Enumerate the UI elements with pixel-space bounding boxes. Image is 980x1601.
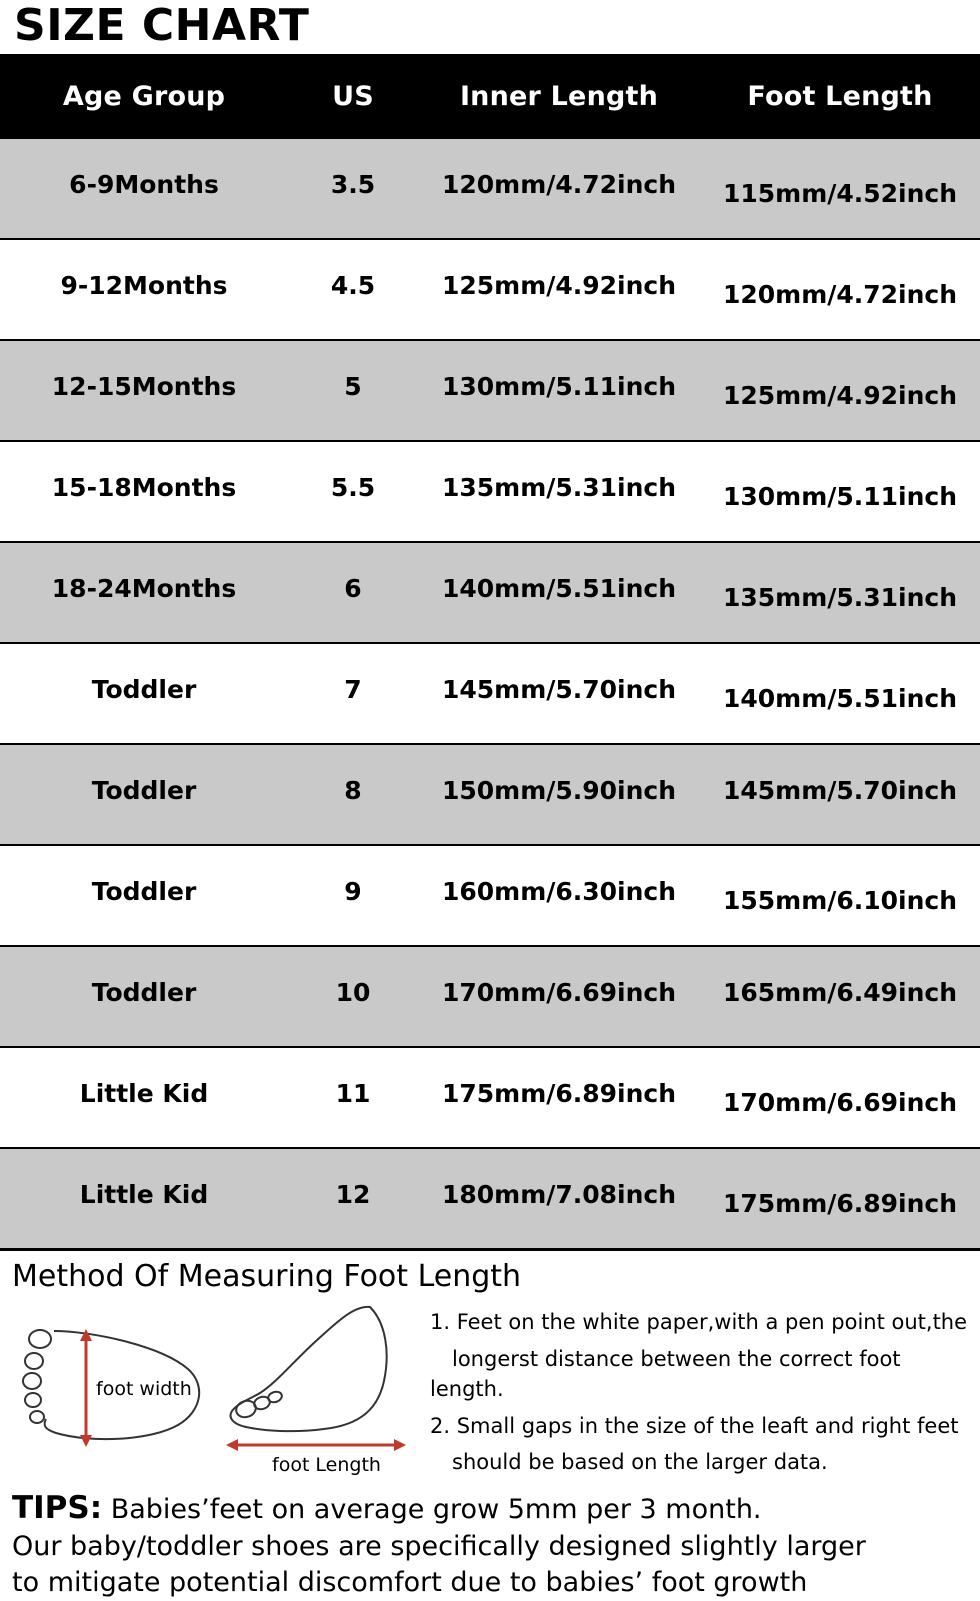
cell-inner-length: 180mm/7.08inch (418, 1148, 700, 1250)
cell-age-group: Toddler (0, 643, 288, 744)
cell-age-group: 18-24Months (0, 542, 288, 643)
cell-age-group: Toddler (0, 845, 288, 946)
cell-foot-length: 175mm/6.89inch (700, 1148, 980, 1250)
tips-line-2: Our baby/toddler shoes are specifically designed slightly larger (12, 1530, 866, 1562)
cell-us: 12 (288, 1148, 418, 1250)
table-row (0, 239, 980, 340)
cell-inner-length: 160mm/6.30inch (418, 845, 700, 946)
cell-age-group: Little Kid (0, 1047, 288, 1148)
cell-age-group: Little Kid (0, 1148, 288, 1250)
table-row (0, 643, 980, 744)
page-title: SIZE CHART (14, 0, 310, 51)
size-chart-table (0, 54, 980, 1251)
tips-section (0, 1484, 980, 1601)
method-section-title: Method Of Measuring Foot Length (12, 1259, 522, 1295)
cell-foot-length: 115mm/4.52inch (700, 139, 980, 239)
cell-us: 5 (288, 340, 418, 441)
foot-width-diagram (10, 1307, 220, 1477)
column-header-us: US (288, 54, 418, 139)
cell-age-group: 9-12Months (0, 239, 288, 340)
cell-age-group: 6-9Months (0, 139, 288, 239)
foot-length-label: foot Length (272, 1454, 381, 1477)
cell-inner-length: 170mm/6.69inch (418, 946, 700, 1047)
cell-inner-length: 145mm/5.70inch (418, 643, 700, 744)
cell-age-group: 12-15Months (0, 340, 288, 441)
cell-us: 3.5 (288, 139, 418, 239)
column-header-inner-length: Inner Length (418, 54, 700, 139)
cell-us: 8 (288, 744, 418, 845)
cell-foot-length: 140mm/5.51inch (700, 643, 980, 744)
foot-width-label: foot width (96, 1378, 192, 1401)
cell-age-group: Toddler (0, 946, 288, 1047)
tips-line-1 (12, 1488, 972, 1529)
table-header (0, 54, 980, 139)
cell-foot-length: 125mm/4.92inch (700, 340, 980, 441)
cell-inner-length: 120mm/4.72inch (418, 139, 700, 239)
foot-side-icon (220, 1297, 420, 1477)
table-row (0, 1047, 980, 1148)
instruction-line-4: should be based on the larger data. (452, 1450, 828, 1475)
instruction-line-3: 2. Small gaps in the size of the leaft and right feet (430, 1413, 959, 1438)
table-body (0, 139, 980, 1250)
cell-us: 11 (288, 1047, 418, 1148)
cell-age-group: 15-18Months (0, 441, 288, 542)
instruction-line-1: 1. Feet on the white paper,with a pen point out,the (430, 1310, 968, 1335)
cell-us: 4.5 (288, 239, 418, 340)
cell-foot-length: 120mm/4.72inch (700, 239, 980, 340)
table-row (0, 542, 980, 643)
foot-diagrams (10, 1297, 430, 1477)
cell-foot-length: 165mm/6.49inch (700, 946, 980, 1047)
cell-inner-length: 140mm/5.51inch (418, 542, 700, 643)
table-row (0, 744, 980, 845)
cell-us: 10 (288, 946, 418, 1047)
measuring-instructions (430, 1297, 974, 1483)
table-row (0, 340, 980, 441)
foot-width-icon (10, 1307, 220, 1477)
cell-age-group: Toddler (0, 744, 288, 845)
tips-label: TIPS: (12, 1489, 103, 1526)
table-row (0, 845, 980, 946)
cell-foot-length: 135mm/5.31inch (700, 542, 980, 643)
table-row (0, 139, 980, 239)
cell-inner-length: 175mm/6.89inch (418, 1047, 700, 1148)
table-header-row (0, 54, 980, 139)
cell-foot-length: 170mm/6.69inch (700, 1047, 980, 1148)
instruction-line-2: longerst distance between the correct foot length. (430, 1346, 901, 1402)
cell-us: 6 (288, 542, 418, 643)
cell-us: 9 (288, 845, 418, 946)
column-header-age-group: Age Group (0, 54, 288, 139)
cell-foot-length: 155mm/6.10inch (700, 845, 980, 946)
cell-inner-length: 150mm/5.90inch (418, 744, 700, 845)
method-section (0, 1297, 980, 1483)
tips-text-1: Babies’feet on average grow 5mm per 3 month. (110, 1493, 762, 1525)
foot-length-diagram (220, 1297, 420, 1477)
cell-inner-length: 125mm/4.92inch (418, 239, 700, 340)
cell-foot-length: 145mm/5.70inch (700, 744, 980, 845)
column-header-foot-length: Foot Length (700, 54, 980, 139)
tips-line-3: to mitigate potential discomfort due to babies’ foot growth (12, 1566, 808, 1598)
table-row (0, 441, 980, 542)
cell-inner-length: 130mm/5.11inch (418, 340, 700, 441)
table-row (0, 1148, 980, 1250)
cell-inner-length: 135mm/5.31inch (418, 441, 700, 542)
cell-us: 5.5 (288, 441, 418, 542)
cell-us: 7 (288, 643, 418, 744)
cell-foot-length: 130mm/5.11inch (700, 441, 980, 542)
table-row (0, 946, 980, 1047)
